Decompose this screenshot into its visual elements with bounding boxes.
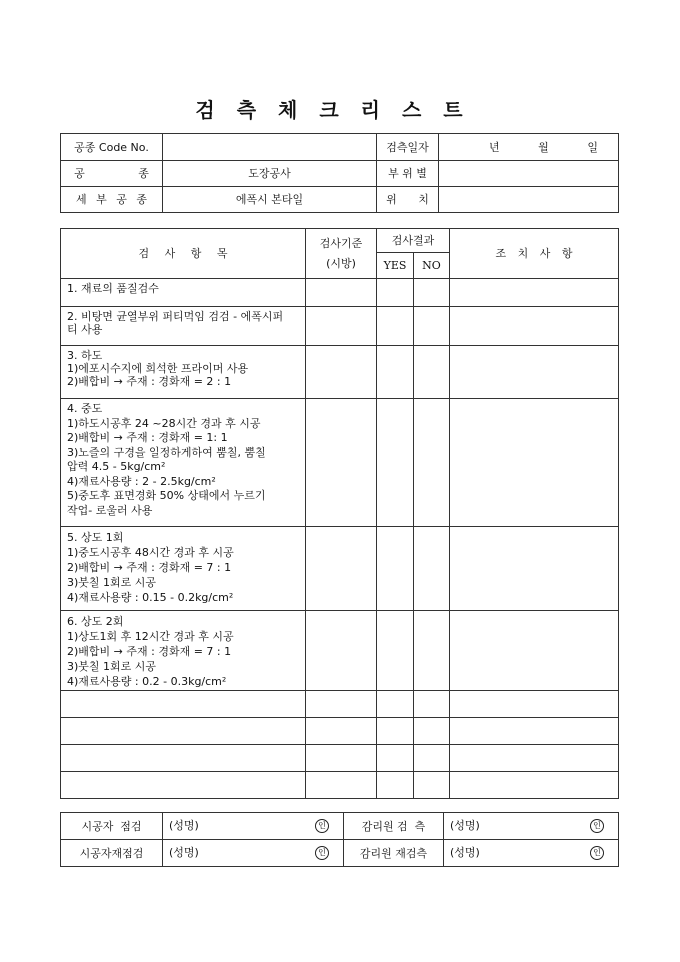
standard-cell[interactable] <box>306 279 377 307</box>
action-cell[interactable] <box>450 745 619 772</box>
name-placeholder: (성명) <box>169 846 199 859</box>
inspection-item[interactable] <box>61 745 306 772</box>
no-cell[interactable] <box>414 691 450 718</box>
yes-cell[interactable] <box>377 691 414 718</box>
supervisor-inspect-signature[interactable] <box>444 813 619 840</box>
info-table <box>60 133 619 213</box>
standard-cell[interactable] <box>306 527 377 611</box>
no-cell[interactable] <box>414 611 450 691</box>
yes-cell[interactable] <box>377 527 414 611</box>
no-cell[interactable] <box>414 346 450 399</box>
date-year: 년 <box>489 140 500 154</box>
inspection-item[interactable] <box>61 691 306 718</box>
trade-label: 공 종 <box>61 161 163 187</box>
action-cell[interactable] <box>450 611 619 691</box>
supervisor-reinspect-signature[interactable] <box>444 840 619 867</box>
inspection-table <box>60 228 619 799</box>
header-no: NO <box>414 253 450 279</box>
header-action: 조 치 사 항 <box>450 229 619 279</box>
date-value[interactable] <box>439 134 618 160</box>
standard-cell[interactable] <box>306 346 377 399</box>
action-cell[interactable] <box>450 772 619 799</box>
yes-cell[interactable] <box>377 346 414 399</box>
part-label: 부 위 별 <box>377 161 439 187</box>
yes-cell[interactable] <box>377 611 414 691</box>
no-cell[interactable] <box>414 399 450 527</box>
seal-icon: 인 <box>590 819 604 833</box>
inspection-item: 2. 비탕면 균열부위 퍼티먹임 검검 - 에폭시퍼 티 사용 <box>61 307 306 346</box>
header-standard <box>306 229 377 279</box>
header-standard-label: 검사기준 <box>319 236 363 250</box>
action-cell[interactable] <box>450 718 619 745</box>
code-value[interactable] <box>163 134 377 161</box>
no-cell[interactable] <box>414 718 450 745</box>
yes-cell[interactable] <box>377 745 414 772</box>
supervisor-inspect-label: 감리원 검 측 <box>344 813 444 840</box>
standard-cell[interactable] <box>306 307 377 346</box>
action-cell[interactable] <box>450 346 619 399</box>
contractor-check-label: 시공자 점검 <box>61 813 163 840</box>
inspection-item[interactable] <box>61 772 306 799</box>
signature-table <box>60 812 619 867</box>
inspection-item: 3. 하도 1)에포시수지에 희석한 프라이머 사용 2)배합비 → 주재 : 경화재 = 2 : 1 <box>61 346 306 399</box>
no-cell[interactable] <box>414 307 450 346</box>
action-cell[interactable] <box>450 527 619 611</box>
seal-icon: 인 <box>590 846 604 860</box>
name-placeholder: (성명) <box>169 819 199 832</box>
seal-icon: 인 <box>315 819 329 833</box>
header-item: 검 사 항 목 <box>61 229 306 279</box>
inspection-item: 1. 재료의 품질검수 <box>61 279 306 307</box>
location-label: 위 치 <box>377 187 439 213</box>
date-day: 일 <box>587 140 598 154</box>
inspection-item: 6. 상도 2회 1)상도1회 후 12시간 경과 후 시공 2)배합비 → 주재 : 경화재 = 7 : 1 3)붓칠 1회로 시공 4)재료사용량 : 0.2 - 0.3kg/cm² <box>61 611 306 691</box>
inspection-item: 4. 중도 1)하도시공후 24 ~28시간 경과 후 시공 2)배합비 → 주재 : 경화재 = 1: 1 3)노즐의 구경을 일정하게하여 뿜칠, 뿜칠 압력 4.5 - 5kg/cm² 4)재료사용량 : 2 - 2.5kg/cm² 5)중도후 표면경화 50% 상태에서 누르기 작업- 로울러 사용 <box>61 399 306 527</box>
location-value[interactable] <box>439 187 619 213</box>
no-cell[interactable] <box>414 527 450 611</box>
standard-cell[interactable] <box>306 399 377 527</box>
yes-cell[interactable] <box>377 718 414 745</box>
yes-cell[interactable] <box>377 307 414 346</box>
name-placeholder: (성명) <box>450 819 480 832</box>
name-placeholder: (성명) <box>450 846 480 859</box>
no-cell[interactable] <box>414 772 450 799</box>
contractor-recheck-signature[interactable] <box>163 840 344 867</box>
standard-cell[interactable] <box>306 718 377 745</box>
supervisor-reinspect-label: 감리원 재검측 <box>344 840 444 867</box>
no-cell[interactable] <box>414 745 450 772</box>
inspection-item[interactable] <box>61 718 306 745</box>
date-month: 월 <box>538 140 549 154</box>
action-cell[interactable] <box>450 307 619 346</box>
no-cell[interactable] <box>414 279 450 307</box>
subtrade-label: 세 부 공 종 <box>61 187 163 213</box>
page-title: 검측체크리스트 <box>195 98 485 122</box>
subtrade-value[interactable]: 에폭시 본타일 <box>163 187 377 213</box>
part-value[interactable] <box>439 161 619 187</box>
seal-icon: 인 <box>315 846 329 860</box>
standard-cell[interactable] <box>306 611 377 691</box>
action-cell[interactable] <box>450 279 619 307</box>
date-label: 검측일자 <box>377 134 439 161</box>
trade-value[interactable]: 도장공사 <box>163 161 377 187</box>
standard-cell[interactable] <box>306 745 377 772</box>
header-yes: YES <box>377 253 414 279</box>
header-standard-sub: (시방) <box>326 256 356 270</box>
code-label: 공종 Code No. <box>61 134 163 161</box>
contractor-recheck-label: 시공자재점검 <box>61 840 163 867</box>
standard-cell[interactable] <box>306 691 377 718</box>
standard-cell[interactable] <box>306 772 377 799</box>
contractor-check-signature[interactable] <box>163 813 344 840</box>
action-cell[interactable] <box>450 399 619 527</box>
yes-cell[interactable] <box>377 399 414 527</box>
inspection-item: 5. 상도 1회 1)중도시공후 48시간 경과 후 시공 2)배합비 → 주재 : 경화재 = 7 : 1 3)붓칠 1회로 시공 4)재료사용량 : 0.15 - 0.2kg/cm² <box>61 527 306 611</box>
yes-cell[interactable] <box>377 279 414 307</box>
action-cell[interactable] <box>450 691 619 718</box>
yes-cell[interactable] <box>377 772 414 799</box>
header-result: 검사결과 <box>377 229 450 253</box>
